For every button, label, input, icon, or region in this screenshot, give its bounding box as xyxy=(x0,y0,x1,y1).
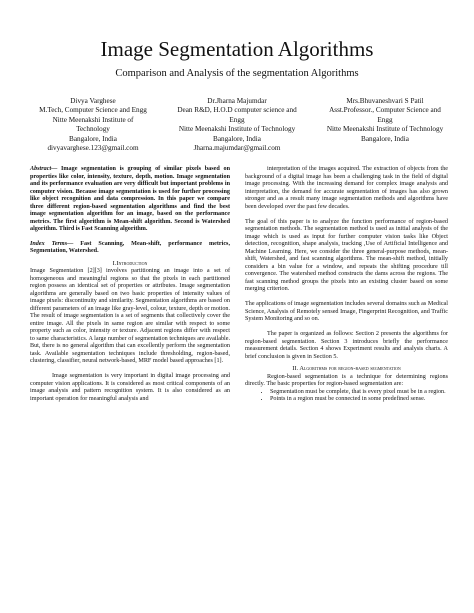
intro-paragraph-4: The goal of this paper is to analyze the function performance of region-based segmentation methods. The segmentation method is used as initial analysis of the image which is used as input for further computer vision tasks like Object detection, recognition, shape analysis, tracking ,Use of Artificial Intelligence and Machine Learning. Here, we consider the three general-purpose methods, mean-shift, Watershed, and fast scanning algorithms. The mean-shift method, initially considers a bin value for a window, and repeats the shifting procedure till convergence. The watershed method constructs the dams across the regions. The fast scanning method groups the pixels into an existing cluster based on some merging criterion. xyxy=(245,218,448,292)
author-affiliation-line: Bangalore, India xyxy=(361,134,409,143)
author-name: Divya Varghese xyxy=(70,97,116,105)
intro-paragraph-1: Image Segmentation [2][3] involves partitioning an image into a set of homogeneous and meaningful regions so that the pixels in each partitioned region possess an identical set of properties or attributes. Image segmentation algorithms are generally based on two basic properties of intensity values of image pixels: discontinuity and similarity. Segmentation algorithms are based on different parameters of an image like gray-level, colour, texture, depth or motion. The result of image segmentation is a set of segments that collectively cover the entire image. All the pixels in same region are similar with respect to some property such as color, intensity or texture. Adjacent regions differ with respect to same characteristics. A large number of segmentation techniques are available. But, there is no general algorithm that can excellently perform the segmentation task. Available segmentation techniques include thresholding, region-based, clustering, classifier, neural network-based, MRF model based approaches [1]. xyxy=(30,268,230,364)
list-item: • Segmentation must be complete, that is every pixel must be in a region. xyxy=(270,389,448,397)
author-block-2 xyxy=(162,97,312,153)
author-affiliation-line: Technology xyxy=(76,125,110,134)
intro-paragraph-6: The paper is organized as follows: Section 2 presents the algorithms for region-based segmentation. Section 3 introduces briefly the performance measurement details. Section 4 shows Experiment results and analysis charts. A brief conclusion is given in Section 5. xyxy=(245,331,448,360)
author-name: Dr.Jharna Majumdar xyxy=(207,97,267,105)
abstract-label: Abstract xyxy=(30,166,52,172)
intro-paragraph-3: interpretation of the images acquired. The extraction of objects from the background of a digital image has been a challenging task in the field of digital image processing. With the increasing demand for complex image analysis and interpretation, the demand for accurate segmentation of images has also grown stronger and as a result many image segmentation methods and algorithms have been developed over the past few decades. xyxy=(245,166,448,210)
left-column xyxy=(30,166,230,403)
author-name: Mrs.Bhuvaneshvari S Patil xyxy=(346,97,424,105)
author-affiliation-line: Bangalore, India xyxy=(69,134,117,143)
index-terms-label: Index Terms xyxy=(30,240,68,247)
paper-title: Image Segmentation Algorithms xyxy=(100,37,374,61)
abstract-text: — Image segmentation is grouping of similar pixels based on properties like color, intensity, texture, depth, motion. Image segmentation and its performance evaluation are very difficult but important problems in computer vision. Because image segmentation is used for further processing like object recognition and data compression. In this paper we compare three different region-based segmentation algorithms and find the best image segmentation algorithm for an image, based on the performance metrics. The first algorithm is Mean-shift algorithm. Second is Watershed algorithm. Third is Fast Scanning algorithm. xyxy=(30,166,230,232)
list-item: • Points in a region must be connected in some predefined sense. xyxy=(270,396,448,404)
intro-paragraph-2: Image segmentation is very important in digital image processing and computer vision applications. It is considered as most critical components of an image analysis and pattern recognition system. It is also considered as an important operation for meaningful analysis and xyxy=(30,373,230,402)
author-affiliation-line: M.Tech, Computer Science and Engg xyxy=(39,106,147,115)
properties-list xyxy=(245,389,448,404)
author-affiliation-line: Nitte Meenakshi Institute of Technology xyxy=(178,125,296,134)
paper-subtitle: Comparison and Analysis of the segmentation Algorithms xyxy=(115,68,359,79)
author-email: divyavarghese.123@gmail.com xyxy=(47,144,139,153)
author-block-3 xyxy=(310,97,460,144)
author-affiliation-line: Asst.Professor., Computer Science and xyxy=(329,106,441,115)
section2-paragraph-1: Region-based segmentation is a technique for determining regions directly. The basic properties for region-based segmentation are: xyxy=(245,373,448,387)
index-terms-text: — Fast Scanning, Mean-shift, performance metrics, Segmentation, Watershed. xyxy=(30,240,230,254)
section-heading-algorithms: II. Algorithms for region-based segmentation xyxy=(292,365,401,372)
author-block-1 xyxy=(18,97,168,153)
author-affiliation-line: Dean R&D, H.O.D computer science and xyxy=(177,106,297,115)
section-heading-introduction: I.Introduction xyxy=(112,259,148,267)
right-column xyxy=(245,166,448,404)
index-terms xyxy=(30,241,230,256)
intro-paragraph-5: The applications of image segmentation includes several domains such as Medical Science, Analysis of Remotely sensed Image, Fingerprint Recognition, and Traffic System Monitoring and so on. xyxy=(245,301,448,322)
author-affiliation-line: Engg xyxy=(377,115,393,124)
author-affiliation-line: Nitte Meenakshi Institute of xyxy=(52,115,134,124)
author-affiliation-line: Bangalore, India xyxy=(213,134,261,143)
author-affiliation-line: Nitte Meenakshi Institute of Technology xyxy=(326,125,444,134)
abstract xyxy=(30,166,230,234)
author-email: Jharna.majumdar@gmail.com xyxy=(193,144,281,153)
author-affiliation-line: Engg xyxy=(229,115,245,124)
